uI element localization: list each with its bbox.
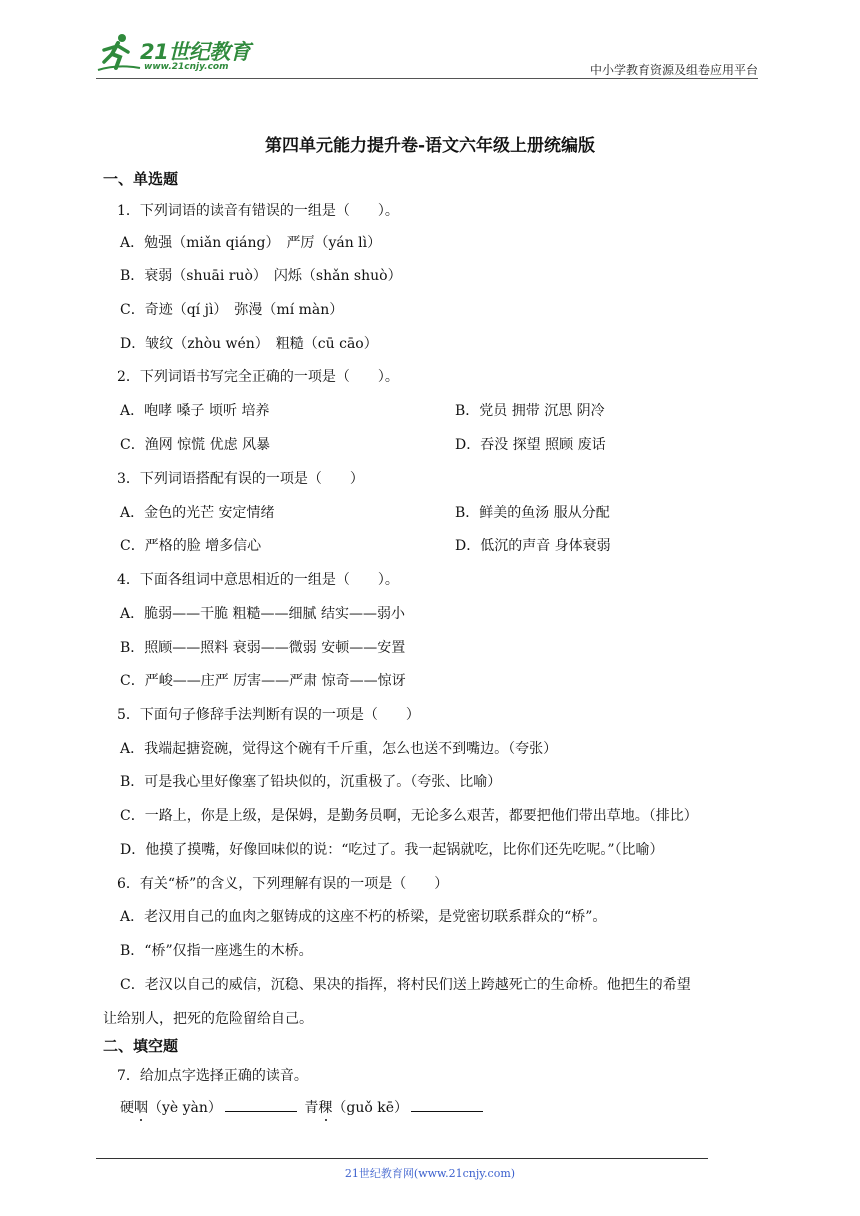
- option: C．老汉以自己的威信，沉稳、果决的指挥，将村民们送上跨越死亡的生命桥。他把生的希望: [120, 977, 691, 993]
- option: C．奇迹（qí jì） 弥漫（mí màn）: [120, 302, 344, 318]
- option: B．可是我心里好像塞了铅块似的，沉重极了。（夸张、比喻）: [120, 774, 502, 790]
- dotted-char: 稞: [318, 1100, 333, 1116]
- logo-url: www.21cnjy.com: [144, 62, 229, 72]
- option: D．皱纹（zhòu wén） 粗糙（cū cāo）: [120, 336, 378, 352]
- question-stem: 2．下列词语书写完全正确的一项是（ ）。: [117, 369, 399, 385]
- word-prefix: 硬: [120, 1100, 134, 1116]
- question-stem: 4．下面各组词中意思相近的一组是（ ）。: [117, 572, 399, 588]
- option: A．咆哮 嗓子 顷听 培养: [120, 403, 270, 419]
- footer-link[interactable]: 21世纪教育网(www.21cnjy.com): [344, 1167, 516, 1180]
- dotted-char: 咽: [134, 1100, 148, 1116]
- option: A．勉强（miǎn qiáng） 严厉（yán lì）: [120, 235, 382, 251]
- question-stem: 5．下面句子修辞手法判断有误的一项是（ ）: [117, 707, 420, 723]
- option: D．低沉的声音 身体衰弱: [455, 538, 611, 554]
- footer-divider: [96, 1158, 708, 1159]
- page-title: 第四单元能力提升卷-语文六年级上册统编版: [264, 136, 596, 156]
- pinyin-choice: （yè yàn）: [148, 1100, 222, 1116]
- option: A．脆弱——干脆 粗糙——细腻 结实——弱小: [120, 606, 406, 622]
- section-heading: 一、单选题: [103, 170, 179, 188]
- runner-logo-icon: [96, 30, 142, 76]
- option: B．党员 拥带 沉思 阴冷: [455, 403, 605, 419]
- option: A．我端起搪瓷碗，觉得这个碗有千斤重，怎么也送不到嘴边。（夸张）: [120, 741, 558, 757]
- answer-blank[interactable]: [225, 1097, 297, 1112]
- section-heading: 二、填空题: [103, 1037, 179, 1055]
- logo-text: 21世纪教育: [140, 40, 251, 64]
- option: B．衰弱（shuāi ruò） 闪烁（shǎn shuò）: [120, 268, 402, 284]
- option: D．吞没 探望 照顾 废话: [455, 437, 606, 453]
- option: C．一路上，你是上级，是保姆，是勤务员啊，无论多么艰苦，都要把他们带出草地。（排比）: [120, 808, 698, 824]
- word-prefix: 青: [304, 1100, 319, 1116]
- answer-blank[interactable]: [411, 1097, 483, 1112]
- option: C．严峻——庄严 厉害——严肃 惊奇——惊讶: [120, 673, 406, 689]
- option: A．老汉用自己的血肉之躯铸成的这座不朽的桥梁，是党密切联系群众的“桥”。: [120, 909, 607, 925]
- option: B．“桥”仅指一座逃生的木桥。: [120, 943, 313, 959]
- option: C．渔网 惊慌 优虑 风暴: [120, 437, 271, 453]
- question-stem: 7．给加点字选择正确的读音。: [117, 1068, 308, 1084]
- question-stem: 6．有关“桥”的含义，下列理解有误的一项是（ ）: [117, 876, 449, 892]
- pinyin-choice: （guǒ kē）: [332, 1100, 409, 1116]
- option: D．他摸了摸嘴，好像回味似的说：“吃过了。我一起锅就吃，比你们还先吃呢。”（比喻）: [120, 842, 664, 858]
- fill-blank-line: [120, 1097, 486, 1117]
- option: A．金色的光芒 安定情绪: [120, 505, 275, 521]
- platform-name: 中小学教育资源及组卷应用平台: [589, 63, 758, 77]
- option: C．严格的脸 增多信心: [120, 538, 262, 554]
- page-header: [96, 30, 758, 79]
- question-stem: 1．下列词语的读音有错误的一组是（ ）。: [117, 203, 399, 219]
- logo: [96, 30, 266, 76]
- question-stem: 3．下列词语搭配有误的一项是（ ）: [117, 471, 364, 487]
- option: B．照顾——照料 衰弱——微弱 安顿——安置: [120, 640, 406, 656]
- option-continuation: 让给别人，把死的危险留给自己。: [103, 1011, 313, 1027]
- option: B．鲜美的鱼汤 服从分配: [455, 505, 610, 521]
